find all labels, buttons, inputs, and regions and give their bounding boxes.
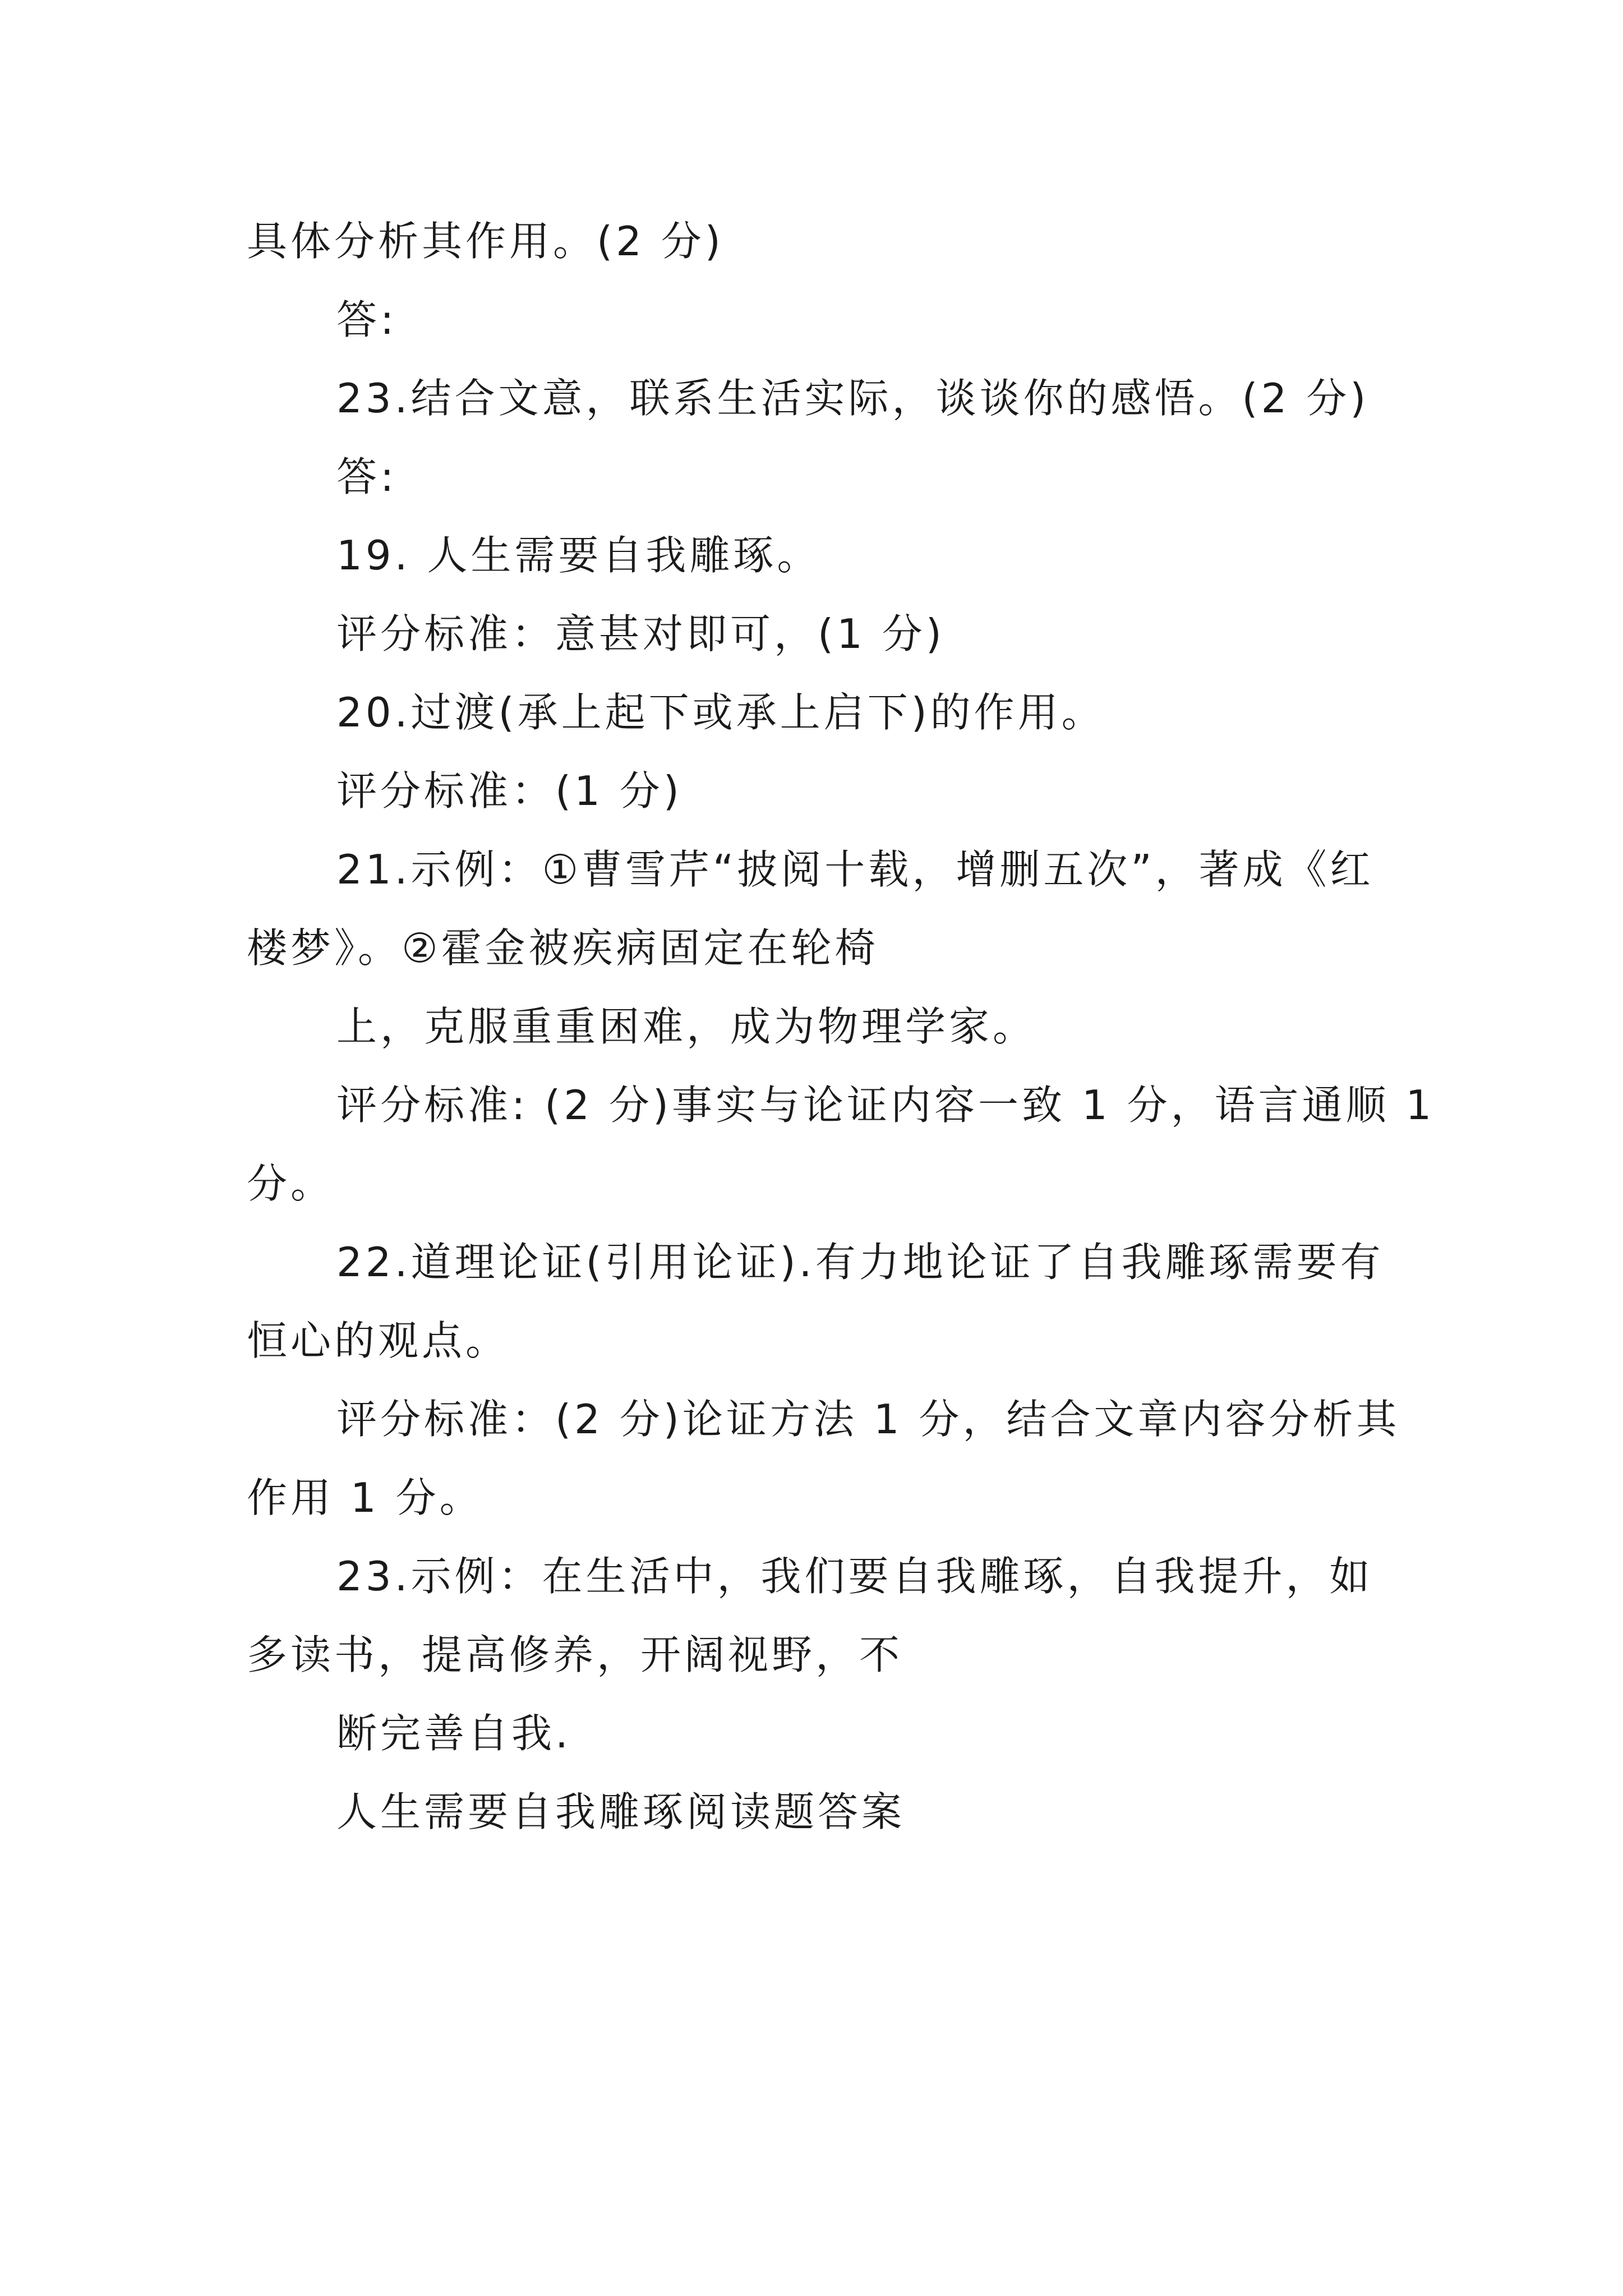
answer-21: 21.示例：①曹雪芹“披阅十载，增删五次”，著成《红 <box>336 846 1374 893</box>
scoring-standard: 评分标准：(1 分) <box>336 767 683 815</box>
text-line: 上，克服重重困难，成为物理学家。 <box>336 1003 1037 1050</box>
text-line: 楼梦》。②霍金被疾病固定在轮椅 <box>247 924 879 972</box>
scoring-standard: 评分标准: (2 分)事实与论证内容一致 1 分，语言通顺 1 <box>336 1082 1435 1129</box>
text-line: 答: <box>336 453 398 500</box>
answer-19: 19. 人生需要自我雕琢。 <box>336 532 821 579</box>
text-line: 断完善自我. <box>336 1710 571 1757</box>
text-line: 恒心的观点。 <box>247 1317 510 1364</box>
document-title: 人生需要自我雕琢阅读题答案 <box>336 1788 906 1835</box>
text-line: 分。 <box>247 1160 335 1207</box>
answer-22: 22.道理论证(引用论证).有力地论证了自我雕琢需要有 <box>336 1239 1384 1286</box>
text-line: 作用 1 分。 <box>247 1474 483 1521</box>
answer-text-block <box>247 202 1435 1851</box>
text-line: 多读书，提高修养，开阔视野，不 <box>247 1631 903 1678</box>
text-line: 答: <box>336 296 398 343</box>
text-line: 具体分析其作用。(2 分) <box>247 218 724 265</box>
scoring-standard: 评分标准：意甚对即可，(1 分) <box>336 610 945 657</box>
scoring-standard: 评分标准：(2 分)论证方法 1 分，结合文章内容分析其 <box>336 1396 1400 1443</box>
answer-23: 23.示例：在生活中，我们要自我雕琢，自我提升，如 <box>336 1553 1373 1600</box>
question-23: 23.结合文意，联系生活实际，谈谈你的感悟。(2 分) <box>336 375 1370 422</box>
answer-20: 20.过渡(承上起下或承上启下)的作用。 <box>336 689 1105 736</box>
